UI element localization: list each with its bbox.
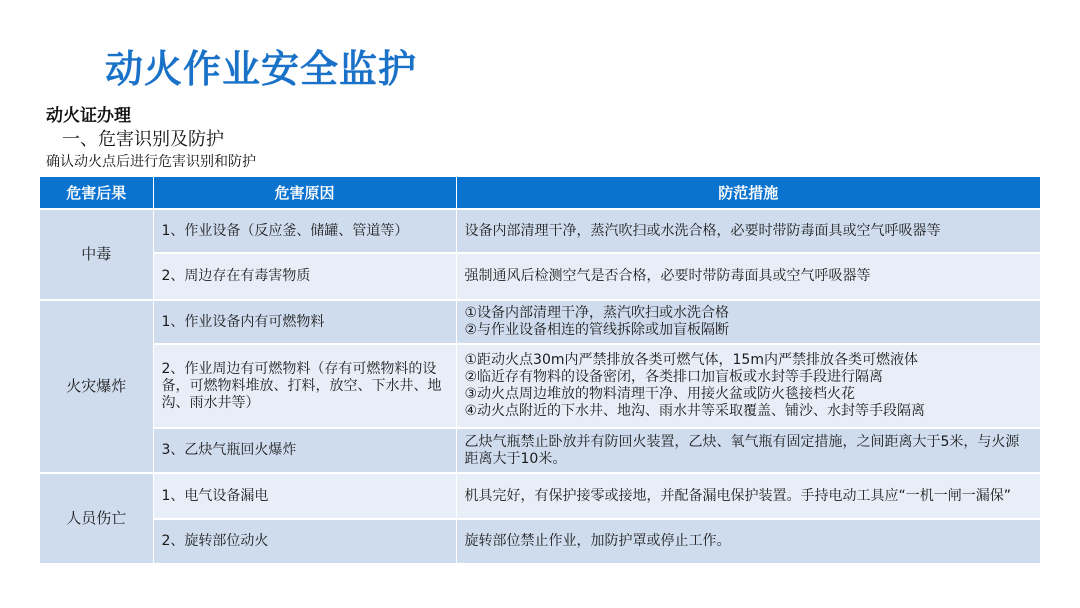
measure-line: 乙炔气瓶禁止卧放并有防回火装置，乙炔、氧气瓶有固定措施，之间距离大于5米，与火源距离大于10米。 xyxy=(464,433,1020,467)
cause-cell xyxy=(153,300,456,344)
section-heading: 动火证办理 xyxy=(46,106,131,126)
measure-line: 设备内部清理干净，蒸汽吹扫或水洗合格，必要时带防毒面具或空气呼吸器等 xyxy=(464,222,941,239)
measure-cell xyxy=(456,253,1040,300)
cause-text: 1、作业设备内有可燃物料 xyxy=(161,313,325,330)
cause-text: 2、作业周边有可燃物料（存有可燃物料的设备，可燃物料堆放、打料，放空、下水井、地沟、雨水井等） xyxy=(161,360,442,411)
header-measure: 防范措施 xyxy=(456,177,1040,209)
header-consequence: 危害后果 xyxy=(40,177,153,209)
measure-cell xyxy=(456,300,1040,344)
cause-cell xyxy=(153,344,456,428)
cause-text: 1、电气设备漏电 xyxy=(161,487,269,504)
category-cell: 火灾爆炸 xyxy=(40,300,153,473)
measure-cell xyxy=(456,519,1040,563)
measure-cell xyxy=(456,473,1040,519)
measure-line: ③动火点周边堆放的物料清理干净、用接火盆或防火毯接档火花 xyxy=(464,386,856,402)
measure-line: ②与作业设备相连的管线拆除或加盲板隔断 xyxy=(464,322,730,338)
measure-cell xyxy=(456,428,1040,473)
cause-cell xyxy=(153,473,456,519)
measure-cell xyxy=(456,344,1040,428)
measure-line: ①距动火点30m内严禁排放各类可燃气体，15m内严禁排放各类可燃液体 xyxy=(464,352,918,368)
measure-line: ④动火点附近的下水井、地沟、雨水井等采取覆盖、铺沙、水封等手段隔离 xyxy=(464,403,926,419)
table-row xyxy=(40,253,1040,300)
measure-line: 机具完好，有保护接零或接地，并配备漏电保护装置。手持电动工具应“一机一闸一漏保” xyxy=(464,487,1012,504)
measure-line: 旋转部位禁止作业，加防护罩或停止工作。 xyxy=(464,533,731,549)
cause-text: 3、乙炔气瓶回火爆炸 xyxy=(161,442,297,458)
table-row xyxy=(40,428,1040,473)
table-row xyxy=(40,519,1040,563)
category-cell: 人员伤亡 xyxy=(40,473,153,563)
cause-text: 2、周边存在有毒害物质 xyxy=(161,268,311,284)
measure-line: ②临近存有物料的设备密闭，各类排口加盲板或水封等手段进行隔离 xyxy=(464,369,884,385)
table-row xyxy=(40,344,1040,428)
table-row xyxy=(40,300,1040,344)
table-row xyxy=(40,209,1040,253)
table-row xyxy=(40,473,1040,519)
measure-line: ①设备内部清理干净，蒸汽吹扫或水洗合格 xyxy=(464,305,730,321)
hazard-table xyxy=(40,177,1040,563)
cause-text: 1、作业设备（反应釜、储罐、管道等） xyxy=(161,222,409,239)
cause-cell xyxy=(153,428,456,473)
cause-cell xyxy=(153,253,456,300)
category-cell: 中毒 xyxy=(40,209,153,300)
table-header-row xyxy=(40,177,1040,209)
cause-cell xyxy=(153,519,456,563)
slide-title: 动火作业安全监护 xyxy=(105,47,418,91)
measure-line: 强制通风后检测空气是否合格，必要时带防毒面具或空气呼吸器等 xyxy=(464,268,871,284)
intro-text: 确认动火点后进行危害识别和防护 xyxy=(46,154,256,170)
cause-text: 2、旋转部位动火 xyxy=(161,533,269,549)
cause-cell xyxy=(153,209,456,253)
header-cause: 危害原因 xyxy=(153,177,456,209)
measure-cell xyxy=(456,209,1040,253)
subsection-heading: 一、危害识别及防护 xyxy=(62,129,224,150)
